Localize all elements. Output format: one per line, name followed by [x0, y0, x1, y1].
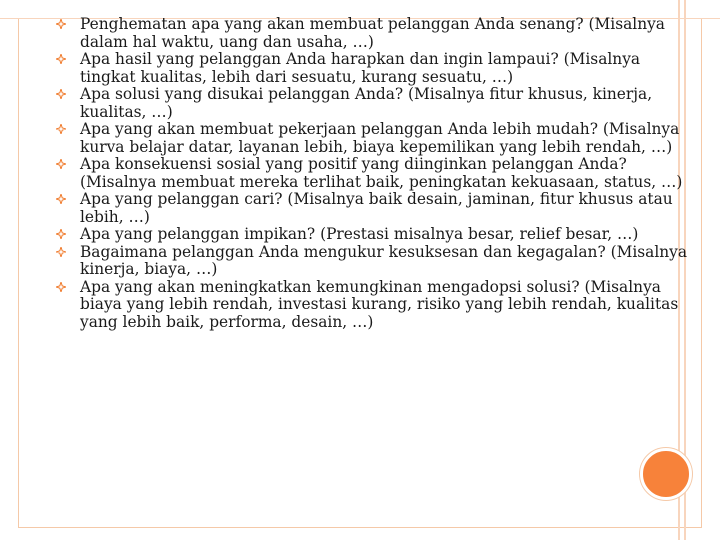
list-item — [56, 191, 688, 226]
list-item-text: Apa yang pelanggan impikan? (Prestasi misalnya besar, relief besar, …) — [80, 225, 639, 243]
list-item — [56, 121, 688, 156]
four-point-star-icon — [56, 159, 66, 169]
list-item-text: Apa yang akan membuat pekerjaan pelanggan Anda lebih mudah? (Misalnya kurva belajar datar, layanan lebih, biaya kepemilikan yang lebih rendah, …) — [80, 120, 680, 156]
four-point-star-icon — [56, 89, 66, 99]
list-item-text: Apa yang pelanggan cari? (Misalnya baik desain, jaminan, fitur khusus atau lebih, …) — [80, 190, 673, 226]
list-item — [56, 156, 688, 191]
four-point-star-icon — [56, 282, 66, 292]
list-item-text: Apa hasil yang pelanggan Anda harapkan dan ingin lampaui? (Misalnya tingkat kualitas, lebih dari sesuatu, kurang sesuatu, …) — [80, 50, 641, 86]
four-point-star-icon — [56, 54, 66, 64]
four-point-star-icon — [56, 194, 66, 204]
list-item — [56, 51, 688, 86]
four-point-star-icon — [56, 19, 66, 29]
decorative-orange-circle — [640, 448, 692, 500]
list-item — [56, 279, 688, 332]
list-item — [56, 16, 688, 51]
list-item — [56, 244, 688, 279]
list-item-text: Penghematan apa yang akan membuat pelanggan Anda senang? (Misalnya dalam hal waktu, uang dan usaha, …) — [80, 15, 665, 51]
list-item-text: Apa solusi yang disukai pelanggan Anda? (Misalnya fitur khusus, kinerja, kualitas, …) — [80, 85, 653, 121]
list-item-text: Bagaimana pelanggan Anda mengukur kesuksesan dan kegagalan? (Misalnya kinerja, biaya, …) — [80, 242, 688, 278]
bullet-list — [56, 16, 688, 331]
list-item-text: Apa yang akan meningkatkan kemungkinan mengadopsi solusi? (Misalnya biaya yang lebih rendah, investasi kurang, risiko yang lebih rendah, kualitas yang lebih baik, performa, desain, …) — [80, 277, 679, 331]
four-point-star-icon — [56, 247, 66, 257]
list-item-text: Apa konsekuensi sosial yang positif yang diinginkan pelanggan Anda? (Misalnya membuat mereka terlihat baik, peningkatan kekuasaan, status, …) — [80, 155, 683, 191]
four-point-star-icon — [56, 124, 66, 134]
list-item — [56, 86, 688, 121]
list-item — [56, 226, 688, 244]
four-point-star-icon — [56, 229, 66, 239]
